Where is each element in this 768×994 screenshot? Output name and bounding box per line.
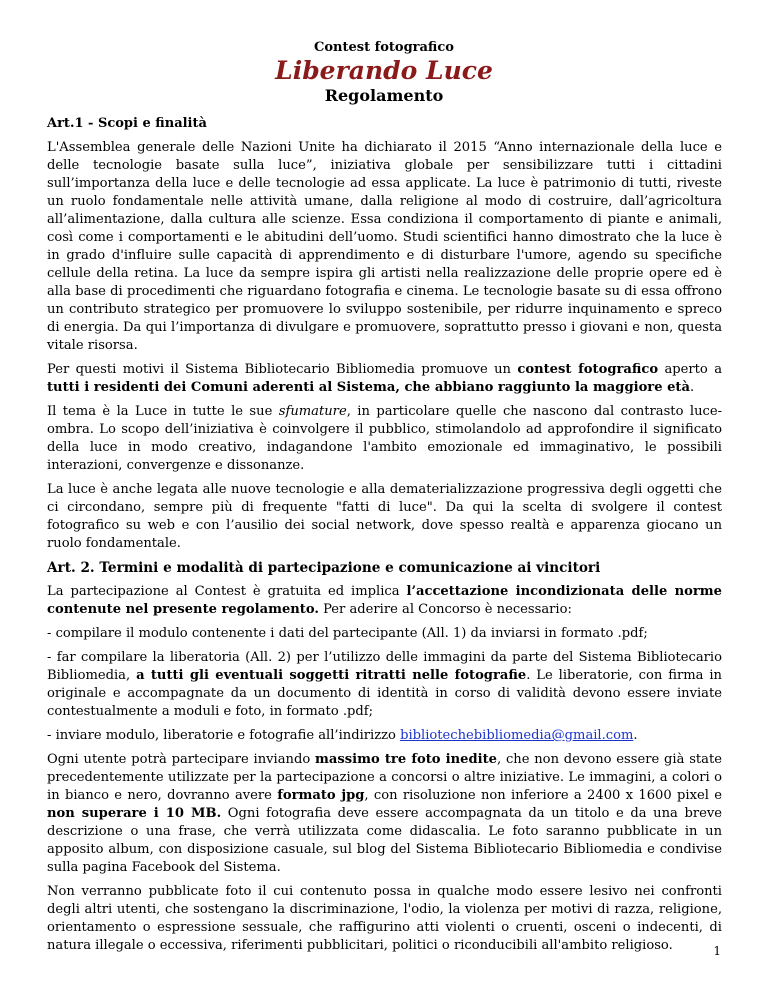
text-run-bold: tutti i residenti dei Comuni aderenti al Sistema, che abbiano raggiunto la maggiore età — [47, 380, 690, 395]
text-run: Il tema è la Luce in tutte le sue — [47, 404, 279, 419]
document-body — [47, 115, 722, 961]
art2-bullet-1: - compilare il modulo contenente i dati del partecipante (All. 1) da inviarsi in formato .pdf; — [47, 626, 648, 641]
contest-title: Liberando Luce — [275, 56, 493, 85]
text-run-italic: sfumature — [278, 404, 347, 419]
text-run: La partecipazione al Contest è gratuita ed implica — [47, 584, 407, 599]
text-run-bold: a tutti gli eventuali soggetti ritratti nelle fotografie — [136, 668, 527, 683]
document-subtitle: Regolamento — [324, 86, 444, 105]
text-run: , con risoluzione non inferiore a 2400 x 1600 pixel e — [364, 788, 722, 803]
text-run: Ogni fotografia deve essere accompagnata da un titolo e da una breve descrizione o una frase, che verrà utilizzata come didascalia. Le foto saranno pubblicate in un apposito album, con disposizione casuale, sul blog del Sistema Bibliotecario Bibliomedia e condivise sulla pagina Facebook del Sistema. — [47, 806, 723, 875]
contest-kicker: Contest fotografico — [314, 40, 454, 55]
text-run: Per aderire al Concorso è necessario: — [318, 602, 572, 617]
art1-paragraph-3 — [47, 403, 722, 475]
text-run-bold: non superare i 10 MB. — [47, 806, 222, 821]
art2-bullet-2 — [47, 649, 722, 721]
text-run: . — [633, 728, 638, 743]
text-run: aperto a — [658, 362, 722, 377]
art2-heading: Art. 2. Termini e modalità di partecipazione e comunicazione ai vincitori — [47, 560, 601, 576]
email-link[interactable]: bibliotechebibliomedia@gmail.com — [400, 728, 634, 743]
page-number: 1 — [713, 944, 721, 958]
text-run-bold: formato jpg — [277, 788, 365, 803]
text-run: , in particolare quelle che nascono dal contrasto luce-ombra. Lo scopo dell’iniziativa è coinvolgere il pubblico, stimolandolo ad approfondire il significato della luce in modo creativo, indagandone l'ambito emozionale ed immaginativo, le possibili interazioni, convergenze e dissonanze. — [47, 404, 723, 473]
text-run: . Le liberatorie, con firma in originale e accompagnate da un documento di identità in corso di validità devono essere inviate contestualmente a moduli e foto, in formato .pdf; — [47, 668, 722, 719]
art1-heading: Art.1 - Scopi e finalità — [47, 116, 207, 131]
text-run: Per questi motivi il Sistema Bibliotecario Bibliomedia promuove un — [47, 362, 518, 377]
text-run-bold: l’accettazione incondizionata delle norme contenute nel presente regolamento. — [47, 584, 722, 617]
art2-paragraph-1 — [47, 583, 722, 619]
art1-paragraph-4: La luce è anche legata alle nuove tecnologie e alla dematerializzazione progressiva degli oggetti che ci circondano, sempre più di frequente "fatti di luce". Da qui la scelta di svolgere il contest fotografico su web e con l’ausilio dei social network, dove spesso realtà e apparenza giocano un ruolo fondamentale. — [47, 482, 722, 551]
art1-paragraph-2 — [47, 361, 722, 397]
text-run: Ogni utente potrà partecipare inviando — [47, 752, 316, 767]
art2-paragraph-3: Non verranno pubblicate foto il cui contenuto possa in qualche modo essere lesivo nei confronti degli altri utenti, che sostengano la discriminazione, l'odio, la violenza per motivi di razza, religione, orientamento o espressione sessuale, che raffigurino atti violenti o cruenti, osceni o indecenti, di natura illegale o eccessiva, riferimenti pubblicitari, politici o riconducibili all'ambito religioso. — [47, 884, 722, 953]
text-run-bold: massimo tre foto inedite — [315, 752, 497, 767]
text-run: - inviare modulo, liberatorie e fotografie all’indirizzo — [47, 728, 401, 743]
text-run: , che non devono essere già state precedentemente utilizzate per la partecipazione a concorsi o altre iniziative. Le immagini, a colori o in bianco e nero, dovranno avere — [47, 752, 722, 803]
document-header — [0, 40, 768, 106]
art2-paragraph-2 — [47, 751, 722, 877]
text-run: . — [689, 380, 695, 395]
text-run: - far compilare la liberatoria (All. 2) per l’utilizzo delle immagini da parte del Sistema Bibliotecario Bibliomedia, — [47, 650, 722, 683]
text-run-bold: contest fotografico — [517, 362, 659, 377]
art2-bullet-3 — [47, 727, 722, 745]
art1-paragraph-1: L'Assemblea generale delle Nazioni Unite ha dichiarato il 2015 “Anno internazionale della luce e delle tecnologie basate sulla luce”, iniziativa globale per sensibilizzare tutti i cittadini sull’importanza della luce e delle tecnologie ad essa applicate. La luce è patrimonio di tutti, riveste un ruolo fondamentale nelle attività umane, dalla religione al modo di costruire, dall’agricoltura all’alimentazione, dalla cultura alle scienze. Essa condiziona il comportamento di piante e animali, così come i comportamenti e le abitudini dell’uomo. Studi scientifici hanno dimostrato che la luce è in grado d'influire sulle capacità di apprendimento e di disturbare l'umore, agendo su specifiche cellule della retina. La luce da sempre ispira gli artisti nella realizzazione delle proprie opere ed è alla base di procedimenti che riguardano fotografia e cinema. Le tecnologie basate su di essa offrono un contributo strategico per promuovere lo sviluppo sostenibile, per ridurre inquinamento e spreco di energia. Da qui l’importanza di divulgare e promuovere, soprattutto presso i giovani e non, questa vitale risorsa. — [47, 140, 722, 353]
